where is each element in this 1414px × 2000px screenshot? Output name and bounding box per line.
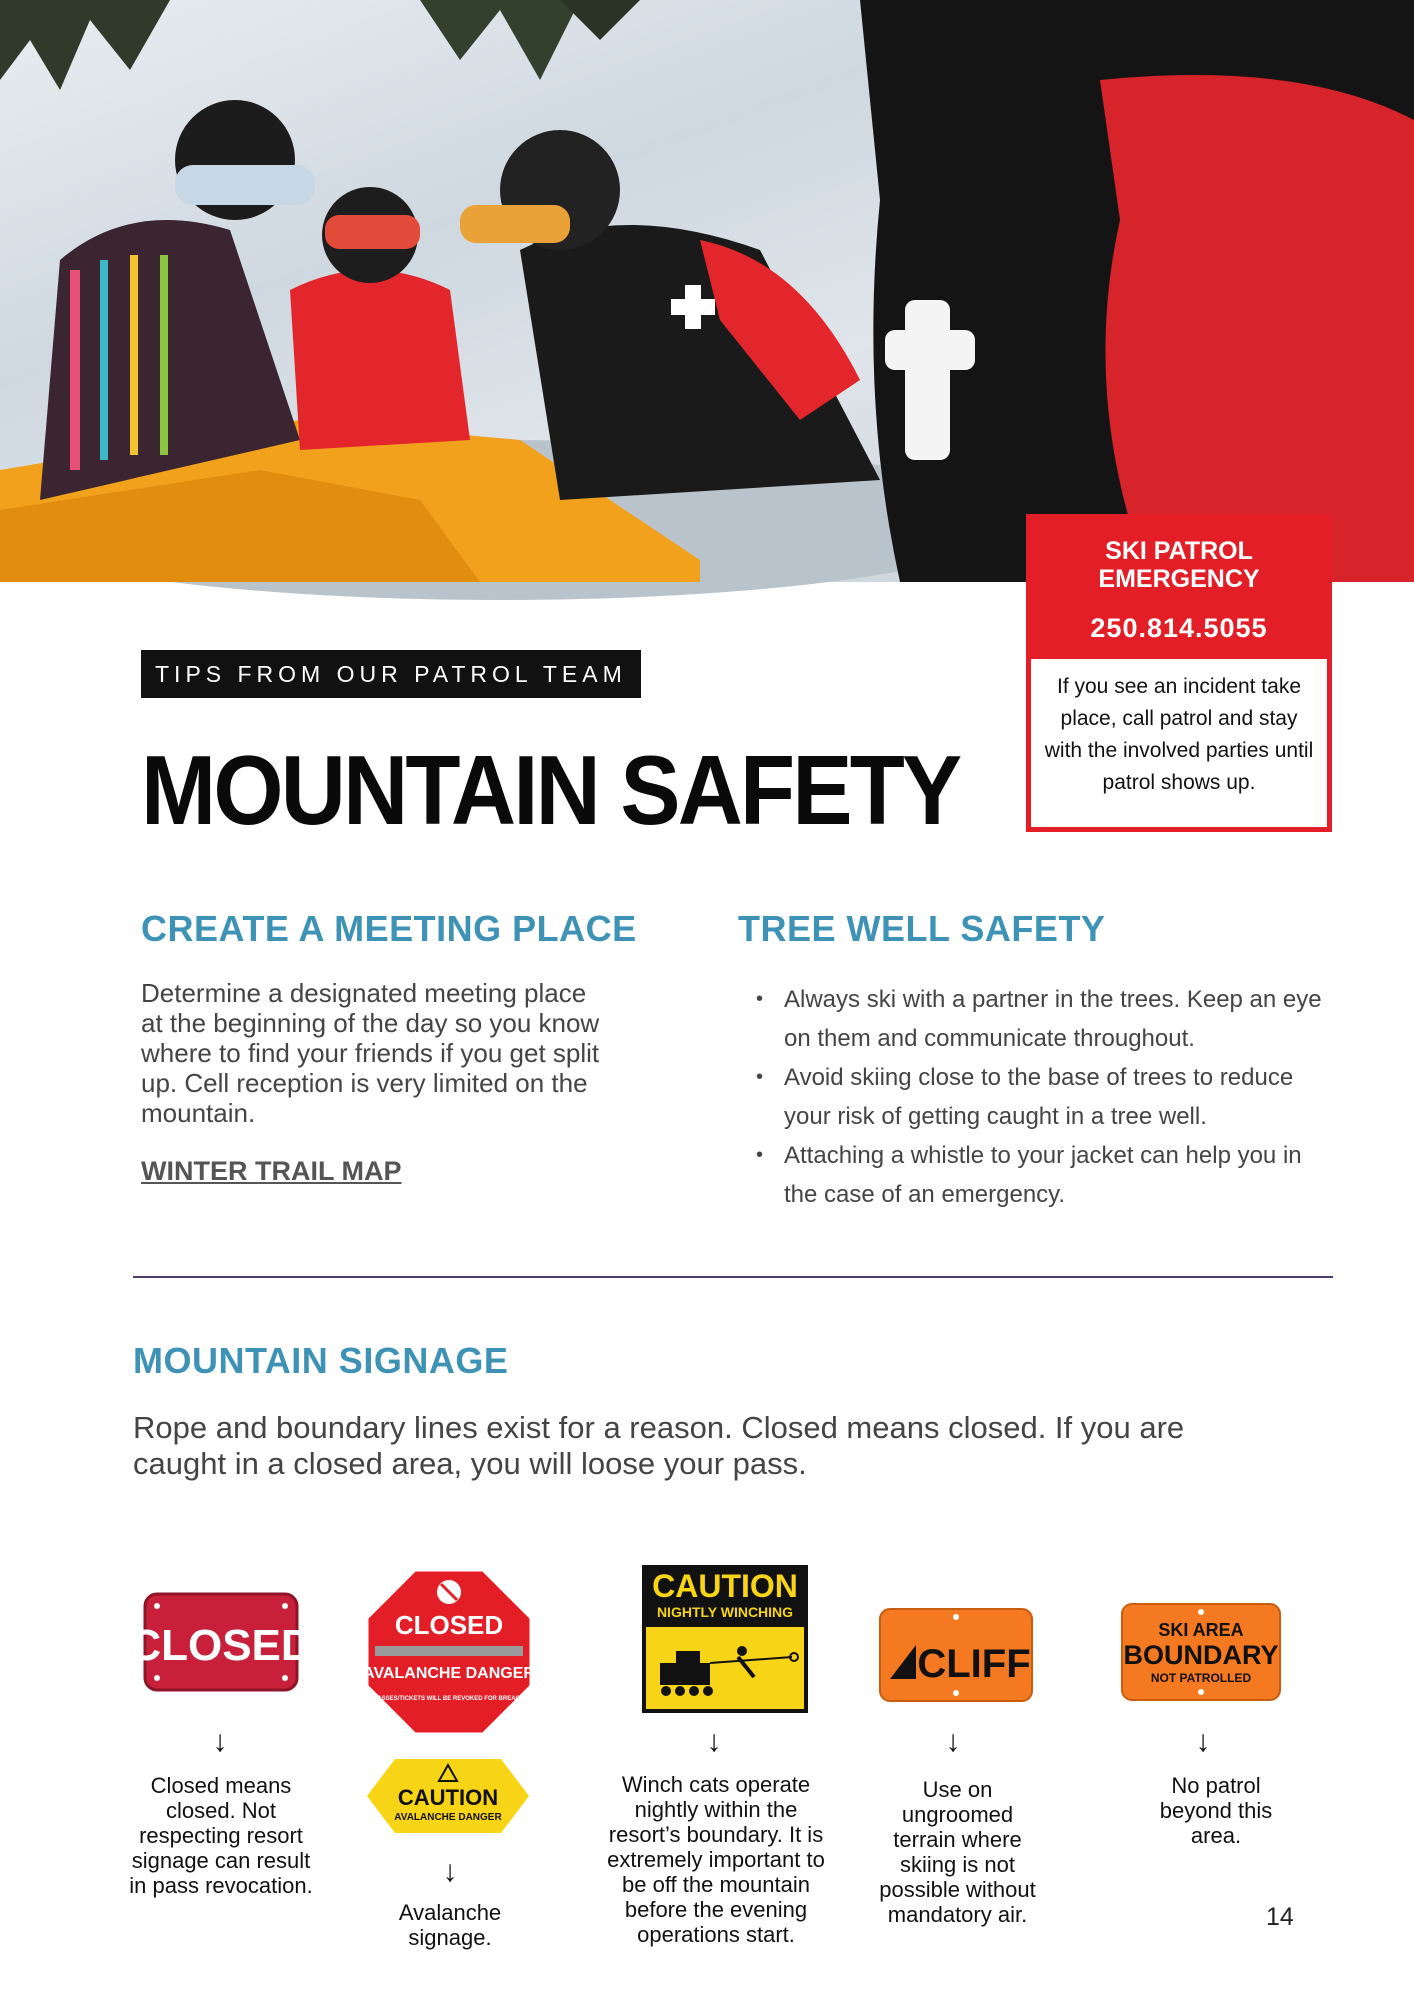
sign-text: BOUNDARY <box>1123 1640 1279 1670</box>
list-item <box>748 1058 1338 1136</box>
emergency-callout <box>1026 514 1332 832</box>
signage-heading: MOUNTAIN SIGNAGE <box>133 1340 509 1381</box>
list-item <box>748 1136 1338 1214</box>
treewell-list <box>748 980 1338 1214</box>
sign-text: SKI AREA <box>1158 1620 1244 1640</box>
emergency-header <box>1031 519 1327 659</box>
bullet-text: Always ski with a partner in the trees. Keep an eye on them and communicate throughout. <box>784 986 1322 1052</box>
sign-text: CAUTION <box>397 1785 499 1810</box>
sign-text: AVALANCHE DANGER <box>363 1665 535 1682</box>
ski-patrol-photo-illustration <box>0 0 1414 582</box>
sign-caption: No patrol beyond this area. <box>1159 1773 1273 1848</box>
bullet-text: Avoid skiing close to the base of trees to reduce your risk of getting caught in a tree well. <box>784 1064 1294 1130</box>
trail-map-link[interactable]: WINTER TRAIL MAP <box>141 1156 402 1186</box>
arrow-down-icon: ↓ <box>1195 1725 1211 1758</box>
treewell-heading: TREE WELL SAFETY <box>738 908 1106 949</box>
winching-caution-sign <box>642 1565 808 1713</box>
section-divider <box>133 1276 1333 1278</box>
cliff-sign <box>878 1607 1034 1703</box>
sign-caption: Closed means closed. Not respecting resort signage can result in pass revocation. <box>129 1773 313 1898</box>
arrow-down-icon: ↓ <box>442 1855 458 1888</box>
page-title: MOUNTAIN SAFETY <box>141 735 960 845</box>
sign-caption: Use on ungroomed terrain where skiing is not possible without mandatory air. <box>879 1777 1036 1927</box>
sign-subtext: NOT PATROLLED <box>1150 1671 1252 1685</box>
closed-sign <box>129 1592 313 1692</box>
sign-caption: Avalanche signage. <box>398 1900 502 1950</box>
arrow-down-icon: ↓ <box>212 1725 228 1758</box>
bullet-icon: • <box>756 988 764 1010</box>
sign-subtext: PASSES/TICKETS WILL BE REVOKED FOR BREACH <box>373 1696 525 1702</box>
section-kicker: TIPS FROM OUR PATROL TEAM <box>141 650 641 698</box>
emergency-message: If you see an incident take place, call patrol and stay with the involved parties until patrol shows up. <box>1044 675 1314 794</box>
boundary-sign <box>1120 1602 1282 1702</box>
sign-subtext: AVALANCHE DANGER <box>394 1812 502 1823</box>
meeting-heading: CREATE A MEETING PLACE <box>141 908 637 949</box>
bullet-icon: • <box>756 1144 764 1166</box>
list-item <box>748 980 1338 1058</box>
bullet-icon: • <box>756 1066 764 1088</box>
emergency-title: SKI PATROL EMERGENCY <box>1098 537 1260 593</box>
sign-text: CLOSED <box>129 1621 313 1670</box>
sign-text: CLOSED <box>394 1610 504 1640</box>
page-number: 14 <box>1266 1903 1294 1931</box>
emergency-phone[interactable]: 250.814.5055 <box>1090 613 1268 643</box>
bullet-text: Attaching a whistle to your jacket can help you in the case of an emergency. <box>784 1142 1302 1208</box>
arrow-down-icon: ↓ <box>945 1725 961 1758</box>
arrow-down-icon: ↓ <box>706 1725 722 1758</box>
sign-subtext: NIGHTLY WINCHING <box>656 1604 794 1620</box>
sign-text: CLIFF <box>917 1642 1031 1686</box>
avalanche-closed-sign <box>365 1568 533 1736</box>
meeting-body: Determine a designated meeting place at the beginning of the day so you know where to find your friends if you get split up. Cell reception is very limited on the mountain. <box>141 978 600 1128</box>
sign-caption: Winch cats operate nightly within the resort’s boundary. It is extremely important to be off the mountain before the evening operations start. <box>607 1772 825 1947</box>
avalanche-caution-sign <box>365 1757 531 1835</box>
sign-text: CAUTION <box>652 1568 798 1604</box>
hero-photo <box>0 0 1414 582</box>
signage-intro: Rope and boundary lines exist for a reason. Closed means closed. If you are caught in a closed area, you will loose your pass. <box>133 1410 1185 1481</box>
